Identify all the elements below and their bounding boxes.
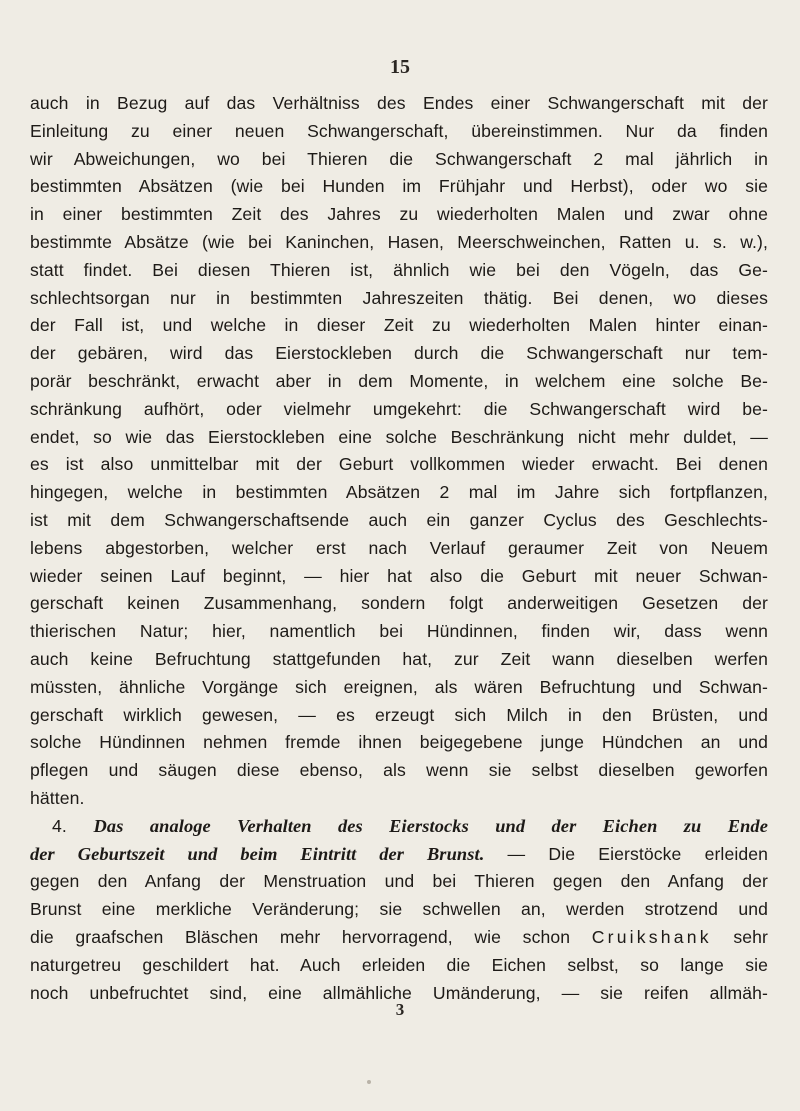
text-line: bestimmten Absätzen (wie bei Hunden im Frühjahr und Herbst), oder wo sie xyxy=(30,176,768,197)
section-text-start: — Die Eierstöcke erleiden xyxy=(484,843,768,864)
text-line: wir Abweichungen, wo bei Thieren die Schwangerschaft 2 mal jährlich in xyxy=(30,148,768,169)
section-title-part-2: der Geburtszeit und beim Eintritt der Brunst. xyxy=(30,843,485,864)
body-text xyxy=(30,90,768,1007)
text-line: solche Hündinnen nehmen fremde ihnen beigegebene junge Hündchen an und xyxy=(30,732,768,753)
text-line: der Fall ist, und welche in dieser Zeit zu wiederholten Malen hinter einan- xyxy=(30,315,768,336)
text-line: lebens abgestorben, welcher erst nach Verlauf geraumer Zeit von Neuem xyxy=(30,537,768,558)
text-line: auch in Bezug auf das Verhältniss des Endes einer Schwangerschaft mit der xyxy=(30,93,768,113)
text-line: endet, so wie das Eierstockleben eine solche Beschränkung nicht mehr duldet, — xyxy=(30,426,768,447)
text-line: schränkung aufhört, oder vielmehr umgekehrt: die Schwangerschaft wird be- xyxy=(30,398,768,419)
text-line: auch keine Befruchtung stattgefunden hat, zur Zeit wann dieselben werfen xyxy=(30,648,768,669)
text-line: hingegen, welche in bestimmten Absätzen 2 mal im Jahre sich fortpflanzen, xyxy=(30,482,768,503)
text-line: naturgetreu geschildert hat. Auch erleiden die Eichen selbst, so lange sie xyxy=(30,954,768,975)
text-line: statt findet. Bei diesen Thieren ist, ähnlich wie bei den Vögeln, das Ge- xyxy=(30,259,768,280)
page-number: 15 xyxy=(390,56,410,78)
section-number: 4. xyxy=(52,815,67,836)
section-4 xyxy=(30,813,768,1008)
text-line xyxy=(30,924,768,952)
text-line: gegen den Anfang der Menstruation und bei Thieren gegen den Anfang der xyxy=(30,871,768,892)
section-heading-line xyxy=(30,813,768,841)
text-line: schlechtsorgan nur in bestimmten Jahreszeiten thätig. Bei denen, wo dieses xyxy=(30,287,768,308)
text-line: ist mit dem Schwangerschaftsende auch ein ganzer Cyclus des Geschlechts- xyxy=(30,509,768,530)
text-line: Brunst eine merkliche Veränderung; sie schwellen an, werden strotzend und xyxy=(30,899,768,920)
text-line: gerschaft keinen Zusammenhang, sondern folgt anderweitigen Gesetzen der xyxy=(30,593,768,614)
text-line: wieder seinen Lauf beginnt, — hier hat also die Geburt mit neuer Schwan- xyxy=(30,565,768,586)
text-line: Einleitung zu einer neuen Schwangerschaft, übereinstimmen. Nur da finden xyxy=(30,120,768,141)
paragraph-continuation xyxy=(30,90,768,813)
text-line: thierischen Natur; hier, namentlich bei Hündinnen, finden wir, dass wenn xyxy=(30,621,768,642)
text-line: pflegen und säugen diese ebenso, als wenn sie selbst dieselben geworfen xyxy=(30,760,768,781)
section-heading-line xyxy=(30,841,768,869)
text-line: in einer bestimmten Zeit des Jahres zu wiederholten Malen und zwar ohne xyxy=(30,204,768,225)
signature-mark: 3 xyxy=(395,1000,405,1019)
text-fragment: die graafschen Bläschen mehr hervorragend, wie schon xyxy=(30,926,592,947)
text-line: hätten. xyxy=(30,787,85,808)
text-line: noch unbefruchtet sind, eine allmähliche Umänderung, — sie reifen allmäh- xyxy=(30,982,768,1003)
text-line: porär beschränkt, erwacht aber in dem Momente, in welchem eine solche Be- xyxy=(30,370,768,391)
text-line: müssten, ähnliche Vorgänge sich ereignen, als wären Befruchtung und Schwan- xyxy=(30,676,768,697)
text-line: es ist also unmittelbar mit der Geburt vollkommen wieder erwacht. Bei denen xyxy=(30,454,768,475)
author-name: Cruikshank xyxy=(591,926,712,947)
section-title-part-1: Das analoge Verhalten des Eierstocks und der Eichen zu Ende xyxy=(93,815,768,836)
text-line: gerschaft wirklich gewesen, — es erzeugt sich Milch in den Brüsten, und xyxy=(30,704,768,725)
text-fragment: sehr xyxy=(711,926,768,947)
text-line: bestimmte Absätze (wie bei Kaninchen, Hasen, Meerschweinchen, Ratten u. s. w.), xyxy=(30,231,768,252)
text-line: der gebären, wird das Eierstockleben durch die Schwangerschaft nur tem- xyxy=(30,343,768,364)
paper-speck xyxy=(367,1080,371,1084)
